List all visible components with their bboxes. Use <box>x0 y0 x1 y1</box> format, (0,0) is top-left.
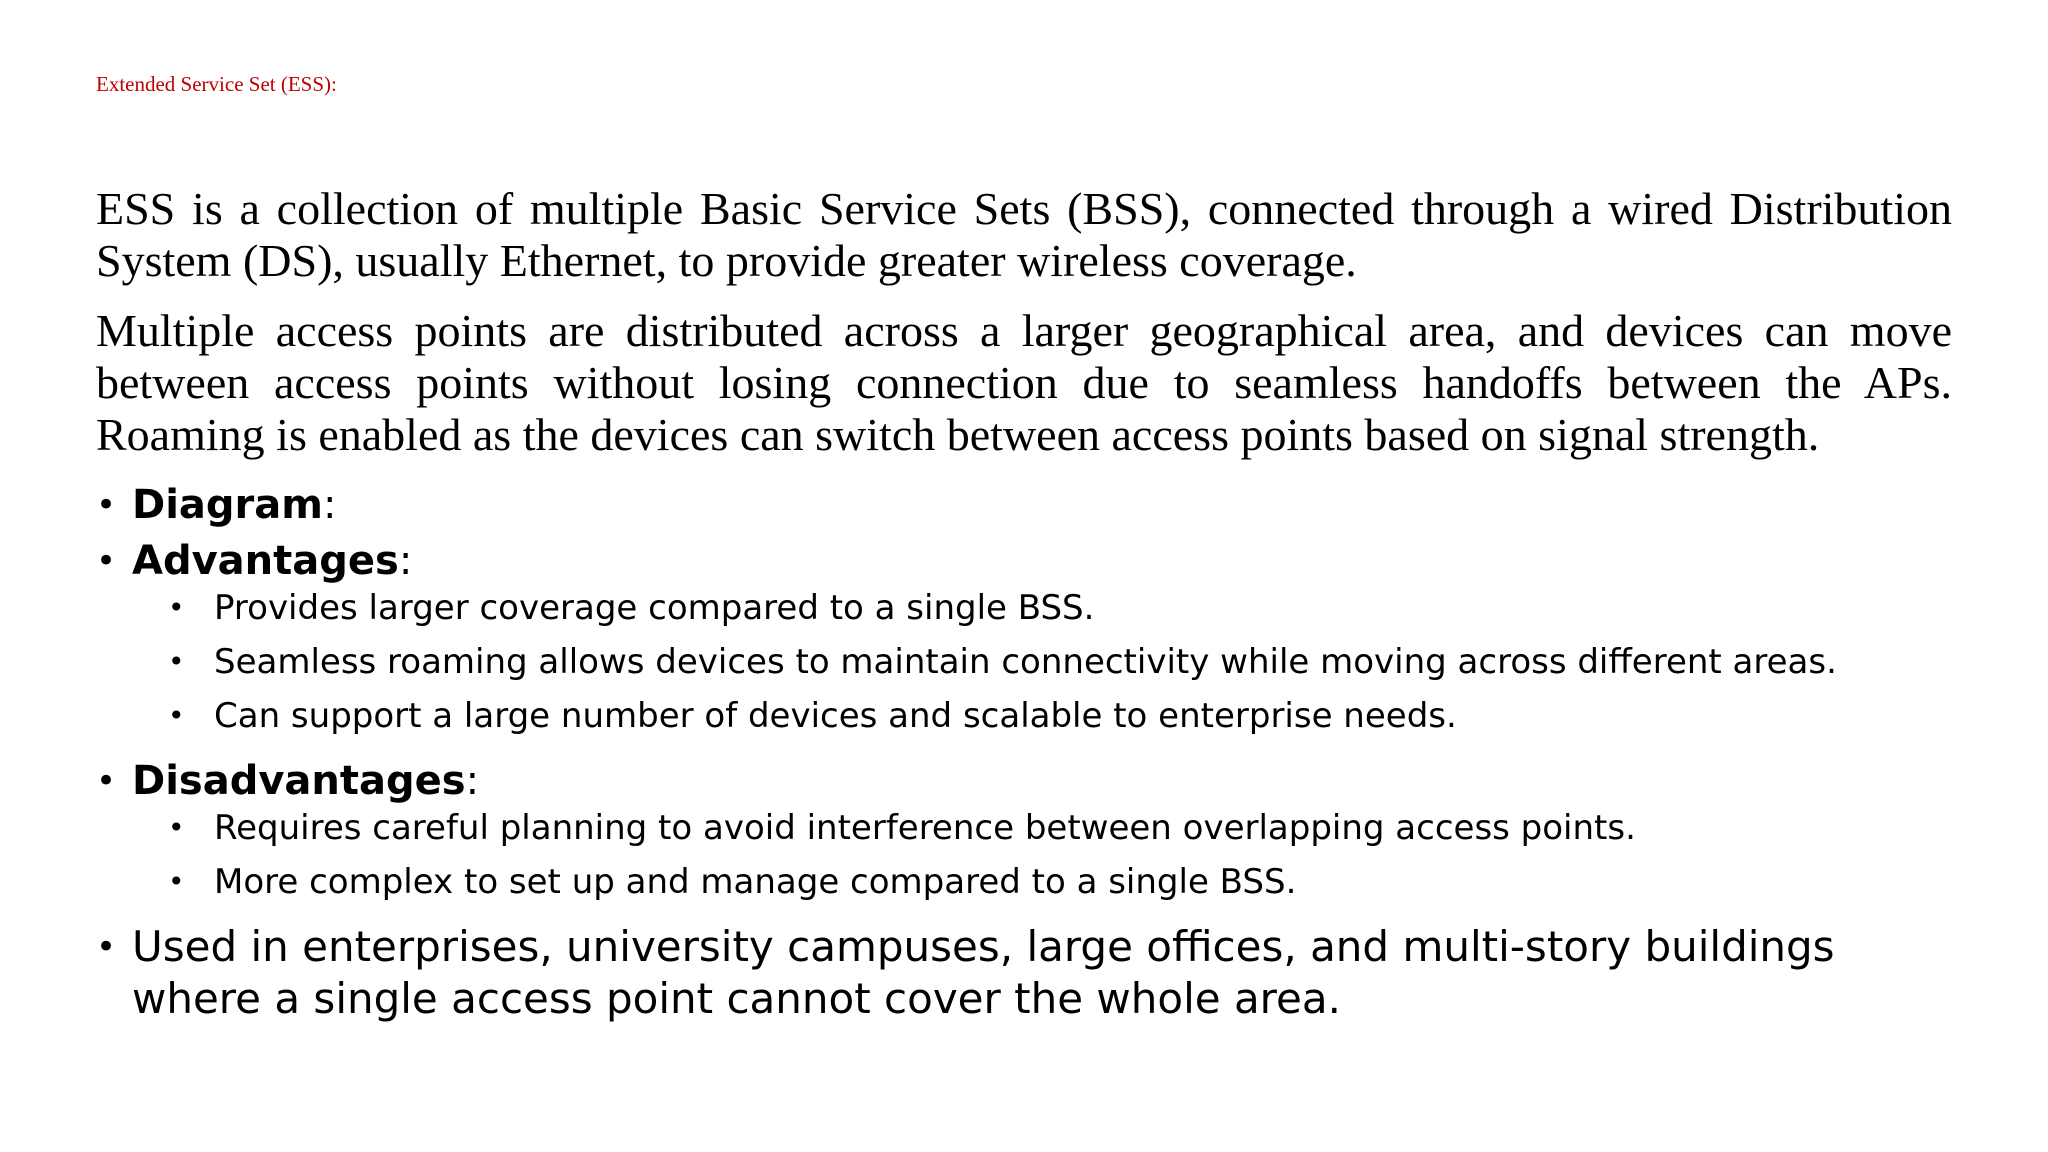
sub-bullet-icon: • <box>168 591 185 624</box>
disadvantage-text: Requires careful planning to avoid interference between overlapping access points. <box>214 808 1636 848</box>
advantage-item <box>96 641 1952 683</box>
disadvantages-colon: : <box>465 758 480 804</box>
disadvantage-item <box>96 861 1952 903</box>
disadvantages-label: Disadvantages <box>132 758 466 804</box>
advantages-item <box>96 535 1952 737</box>
diagram-item <box>96 479 1952 531</box>
bullet-icon: • <box>96 485 117 525</box>
advantage-text: Provides larger coverage compared to a single BSS. <box>214 588 1095 628</box>
advantage-text: Seamless roaming allows devices to maintain connectivity while moving across different areas. <box>214 642 1837 682</box>
sub-bullet-icon: • <box>168 811 185 844</box>
disadvantages-item <box>96 755 1952 903</box>
bullet-list <box>96 479 1952 1025</box>
advantage-text: Can support a large number of devices and scalable to enterprise needs. <box>214 696 1457 736</box>
slide-title: Extended Service Set (ESS): <box>96 72 337 96</box>
sub-bullet-icon: • <box>168 645 185 678</box>
disadvantage-text: More complex to set up and manage compared to a single BSS. <box>214 862 1297 902</box>
ess-definition-paragraph: ESS is a collection of multiple Basic Service Sets (BSS), connected through a wired Distribution System (DS), usually Ethernet, to provide greater wireless coverage. <box>96 183 1952 286</box>
slide-body <box>96 183 1952 1043</box>
advantage-item <box>96 695 1952 737</box>
advantage-item <box>96 587 1952 629</box>
bullet-icon: • <box>96 541 117 581</box>
usage-item <box>96 921 1952 1025</box>
bullet-icon: • <box>96 761 117 801</box>
sub-bullet-icon: • <box>168 699 185 732</box>
diagram-label: Diagram <box>132 482 323 528</box>
ess-roaming-paragraph: Multiple access points are distributed across a larger geographical area, and devices can move between access points without losing connection due to seamless handoffs between the APs. Roaming is enabled as the devices can switch between access points based on signal strength. <box>96 305 1952 460</box>
sub-bullet-icon: • <box>168 865 185 898</box>
disadvantages-list <box>132 807 1952 903</box>
bullet-icon: • <box>96 927 117 967</box>
diagram-colon: : <box>322 482 337 528</box>
advantages-colon: : <box>398 538 413 584</box>
usage-text: Used in enterprises, university campuses, large offices, and multi-story buildings where a single access point cannot cover the whole area. <box>132 922 1835 1023</box>
advantages-list <box>132 587 1952 737</box>
advantages-label: Advantages <box>132 538 399 584</box>
disadvantage-item <box>96 807 1952 849</box>
